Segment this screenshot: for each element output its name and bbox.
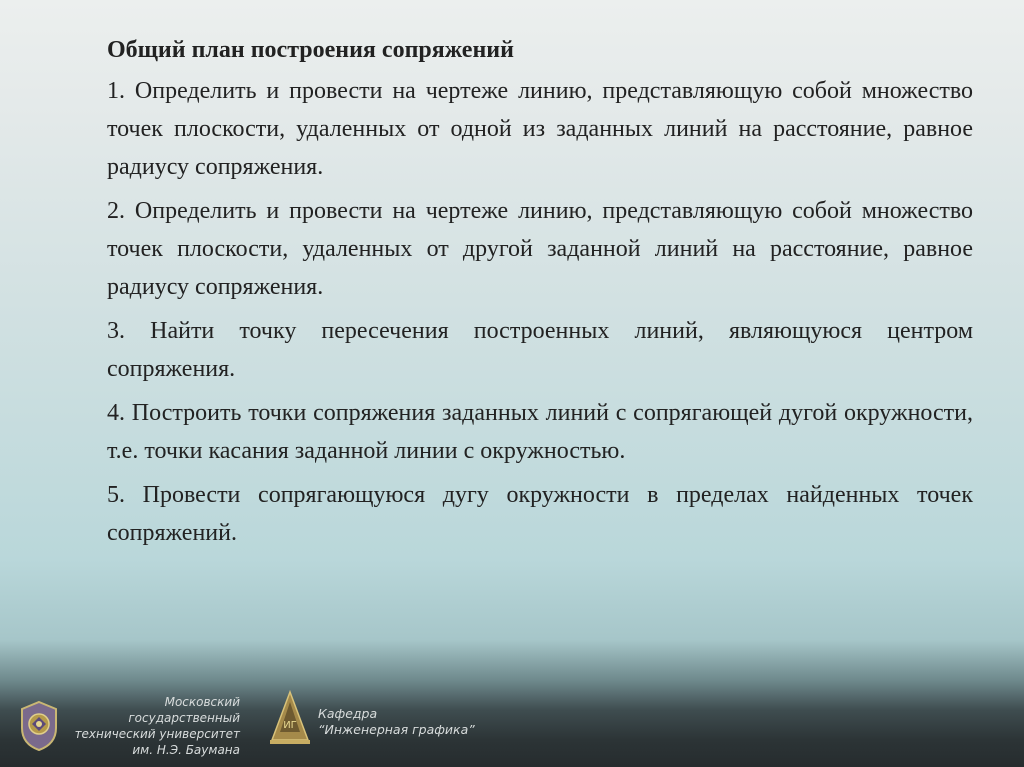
svg-text:ИГ: ИГ [283, 720, 297, 731]
step-4: 4. Построить точки сопряжения заданных линий с сопрягающей дугой окружности, т.е. точки касания заданной линии с окружностью. [107, 400, 973, 464]
step-1: 1. Определить и провести на чертеже линию, представляющую собой множество точек плоскости, удаленных от одной из заданных линий на расстояние, равное радиусу сопряжения. [107, 78, 973, 180]
step-3: 3. Найти точку пересечения построенных линий, являющуюся центром сопряжения. [107, 318, 973, 382]
university-emblem-icon [18, 700, 60, 752]
university-line-3: им. Н.Э. Баумана [132, 743, 240, 757]
university-line-1: Московский государственный [128, 695, 240, 725]
department-name [318, 706, 538, 738]
university-line-2: технический университет [74, 727, 240, 741]
department-logo-icon [266, 690, 314, 746]
step-2: 2. Определить и провести на чертеже линию, представляющую собой множество точек плоскости, удаленных от другой заданной линий на расстояние, равное радиусу сопряжения. [107, 198, 973, 300]
department-line-2: “Инженерная графика” [318, 722, 475, 737]
university-name [58, 694, 240, 758]
footer [0, 680, 1024, 767]
department-line-1: Кафедра [318, 706, 378, 721]
slide-title: Общий план построения сопряжений [107, 37, 514, 63]
step-5: 5. Провести сопрягающуюся дугу окружности в пределах найденных точек сопряжений. [107, 482, 973, 546]
slide-content [107, 34, 973, 558]
